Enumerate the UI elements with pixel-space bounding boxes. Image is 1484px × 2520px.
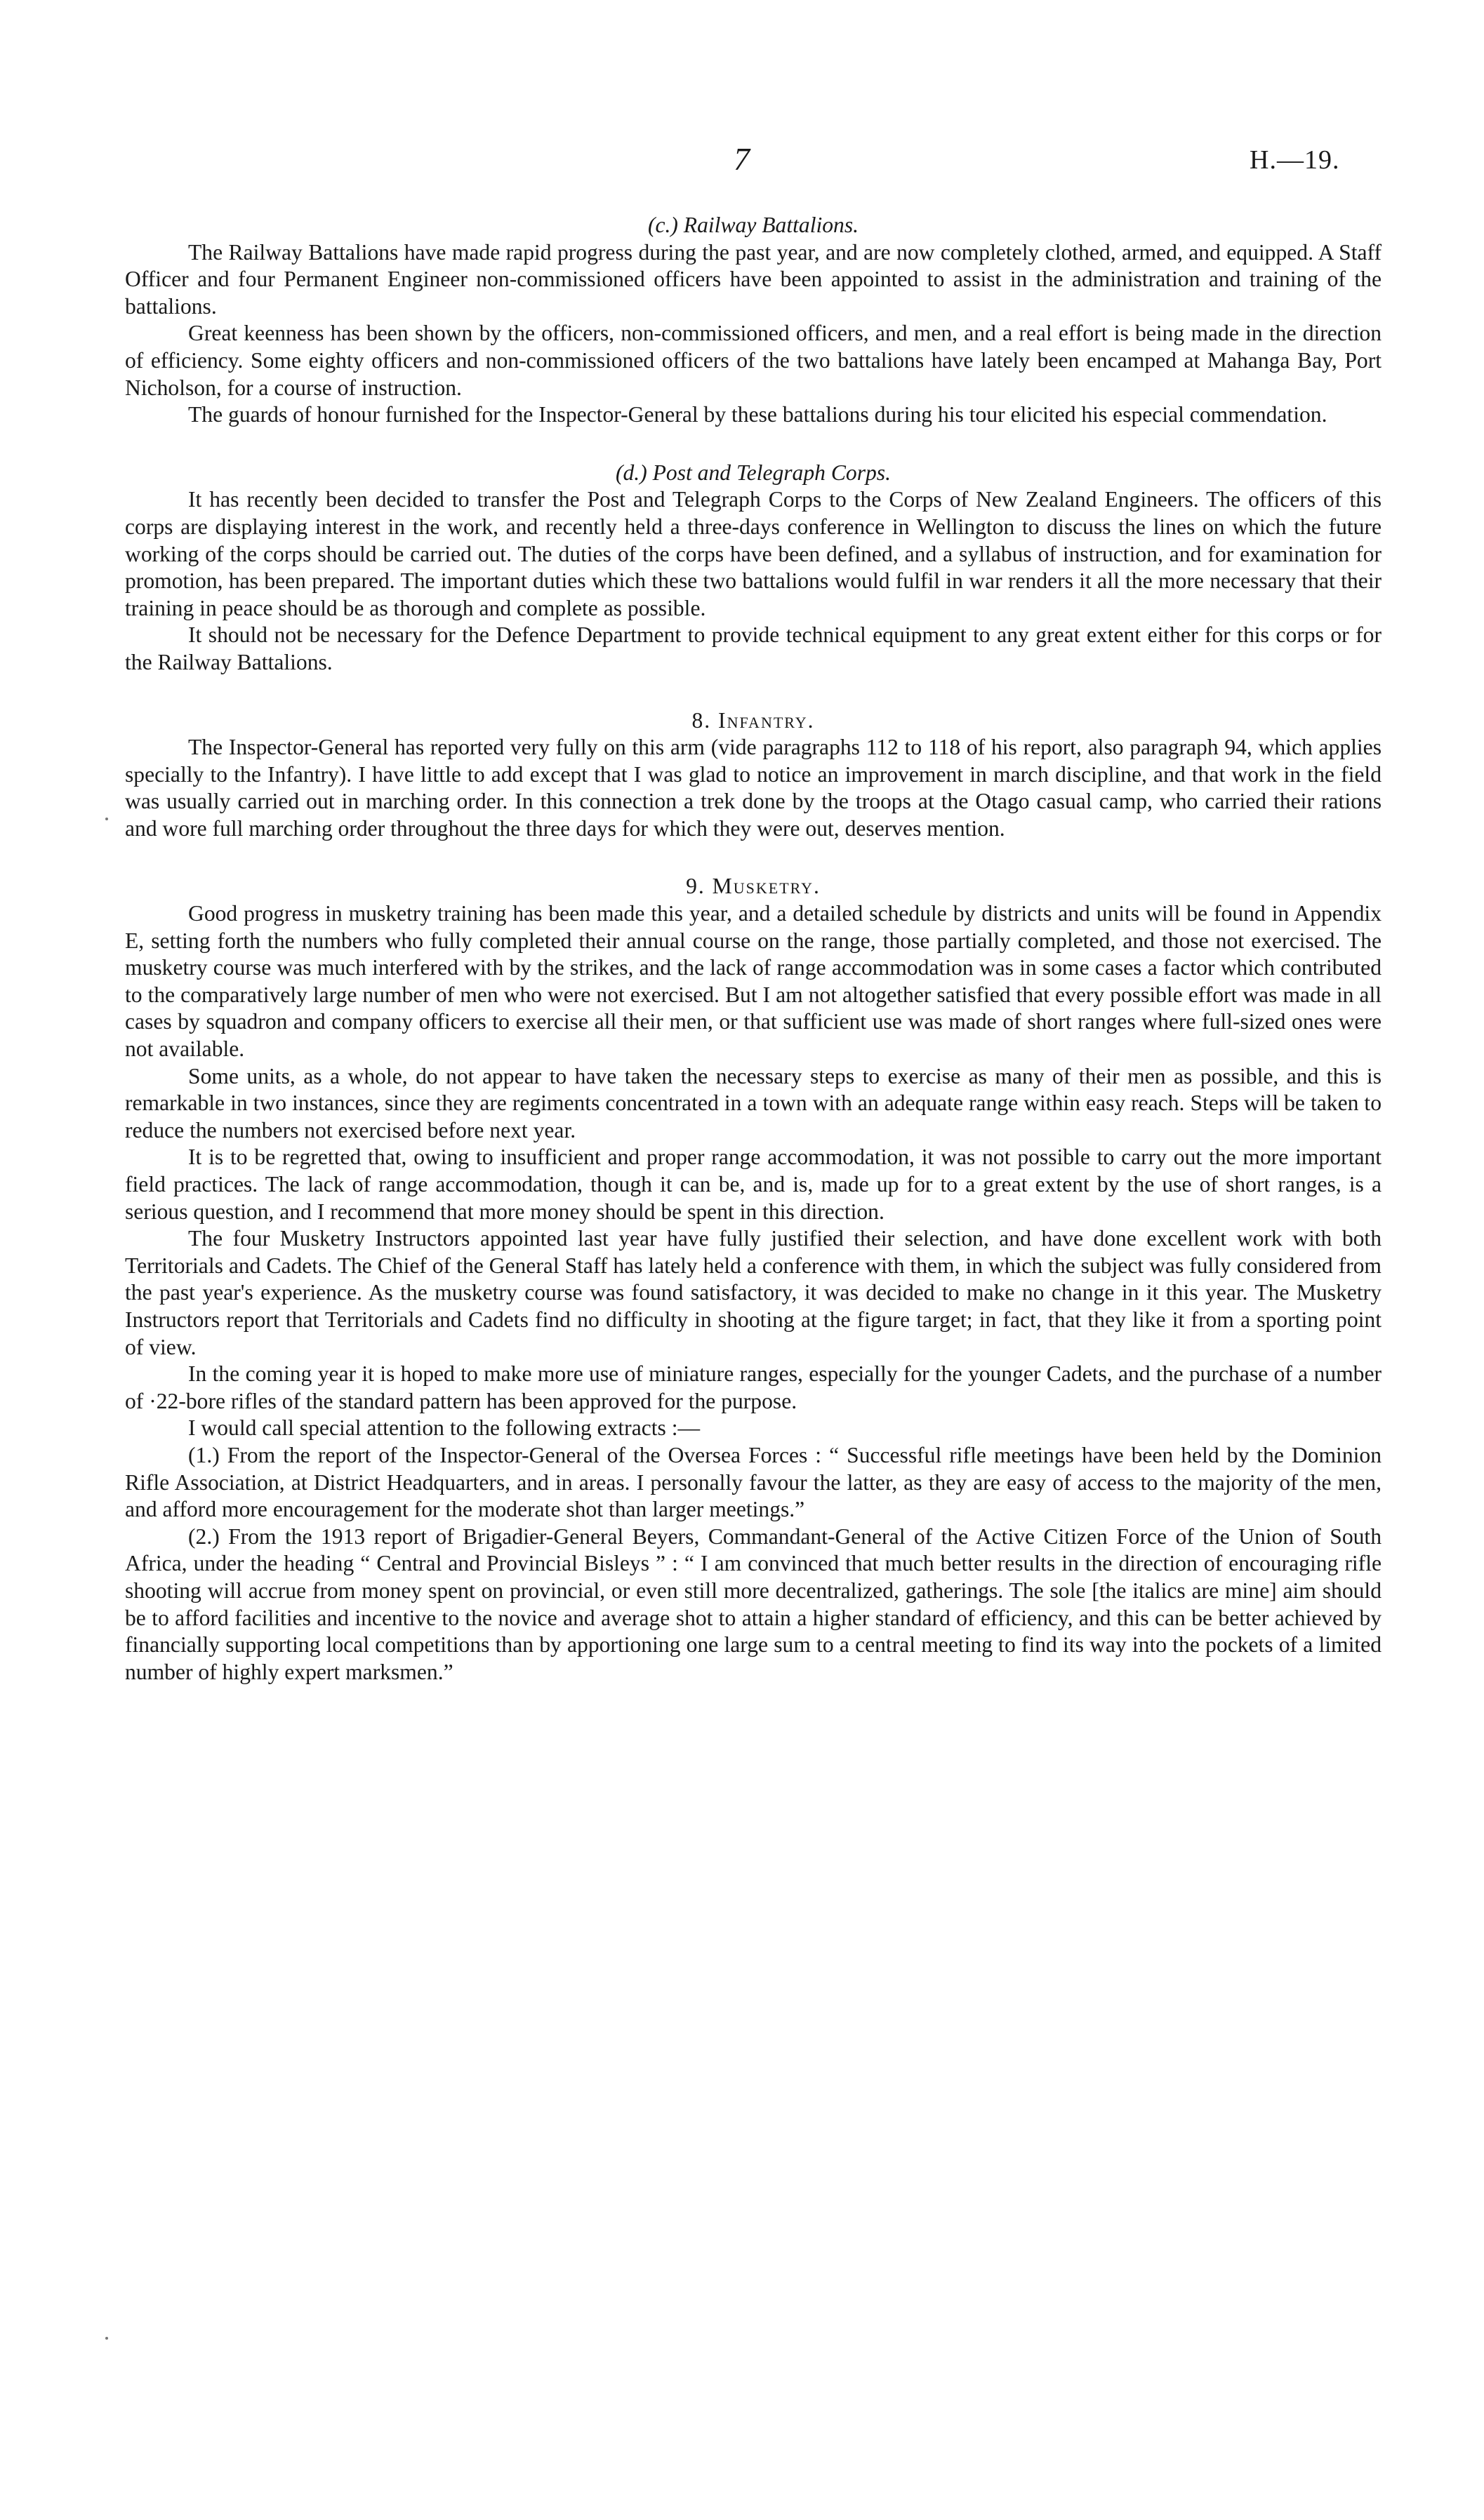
scan-speck — [105, 2337, 108, 2340]
quoted-extract: (1.) From the report of the Inspector-General of the Oversea Forces : “ Successful rifle meetings have been held by the Dominion Rifle Association, at District Headquarters, and in areas. I personally favour the latter, as they are easy of access to the majority of the men, and afford more encouragement for the moderate shot than larger meetings.” — [125, 1442, 1382, 1522]
section-title: (c.) Railway Battalions. — [647, 213, 859, 237]
body-text — [125, 212, 1382, 1686]
section-title: 9. Musketry. — [686, 874, 821, 899]
section-railway-battalions — [125, 212, 1382, 429]
paragraph: It is to be regretted that, owing to insufficient and proper range accommodation, it was not possible to carry out the more important field practices. The lack of range accommodation, though it can be, and is, made up for to a great extent by the use of short ranges, is a serious question, and I recommend that more money should be spent in this direction. — [125, 1145, 1382, 1224]
document-reference: H.—19. — [1250, 145, 1340, 175]
section-musketry — [125, 873, 1382, 1686]
paragraph: In the coming year it is hoped to make more use of miniature ranges, especially for the younger Cadets, and the purchase of a number of ·22-bore rifles of the standard pattern has been approved for the purpose. — [125, 1361, 1382, 1413]
page-number: 7 — [734, 141, 750, 177]
scan-speck — [105, 818, 108, 820]
paragraph: The four Musketry Instructors appointed last year have fully justified their selection, and have done excellent work with both Territorials and Cadets. The Chief of the General Staff has lately held a conference with them, in which the subject was fully considered from the past year's experience. As the musketry course was found satisfactory, it was decided to make no change in it this year. The Musketry Instructors report that Territorials and Cadets find no difficulty in shooting at the figure target; in fact, that they like it from a sporting point of view. — [125, 1226, 1382, 1359]
paragraph: I would call special attention to the following extracts :— — [188, 1415, 701, 1441]
paragraph: Good progress in musketry training has been made this year, and a detailed schedule by districts and units will be found in Appendix E, setting forth the numbers who fully completed their annual course on the range, those partially completed, and those not exercised. The musketry course was much interfered with by the strikes, and the lack of range accommodation was in some cases a factor which contributed to the comparatively large number of men who were not exercised. But I am not altogether satisfied that every possible effort was made in all cases by squadron and company officers to exercise all their men, or that sufficient use was made of short ranges where full-sized ones were not available. — [125, 901, 1382, 1062]
section-title: 8. Infantry. — [691, 707, 815, 733]
paragraph: It has recently been decided to transfer the Post and Telegraph Corps to the Corps of New Zealand Engineers. The officers of this corps are displaying interest in the work, and recently held a three-days conference in Wellington to discuss the lines on which the future working of the corps should be carried out. The duties of the corps have been defined, and a syllabus of instruction, and for examination for promotion, has been prepared. The important duties which these two battalions would fulfil in war renders it all the more necessary that their training in peace should be as thorough and complete as possible. — [125, 487, 1382, 620]
paragraph: Great keenness has been shown by the officers, non-commissioned officers, and men, and a real effort is being made in the direction of efficiency. Some eighty officers and non-commissioned officers of the two battalions have lately been encamped at Mahanga Bay, Port Nicholson, for a course of instruction. — [125, 321, 1382, 400]
section-infantry — [125, 707, 1382, 843]
paragraph: The Railway Battalions have made rapid progress during the past year, and are now completely clothed, armed, and equipped. A Staff Officer and four Permanent Engineer non-commissioned officers have been appointed to assist in the administration and training of the battalions. — [125, 239, 1382, 319]
paragraph: The Inspector-General has reported very fully on this arm (vide paragraphs 112 to 118 of his report, also paragraph 94, which applies specially to the Infantry). I have little to add except that I was glad to notice an improvement in march discipline, and that work in the field was usually carried out in marching order. In this connection a trek done by the troops at the Otago casual camp, who carried their rations and wore full marching order throughout the three days for which they were out, deserves mention. — [125, 735, 1382, 841]
section-post-telegraph-corps — [125, 460, 1382, 676]
paragraph: It should not be necessary for the Defence Department to provide technical equipment to any great extent either for this corps or for the Railway Battalions. — [125, 622, 1382, 674]
quoted-extract: (2.) From the 1913 report of Brigadier-General Beyers, Commandant-General of the Active Citizen Force of the Union of South Africa, under the heading “ Central and Provincial Bisleys ” : “ I am convinced that much better results in the direction of encouraging rifle shooting will accrue from money spent on provincial, or even still more decentralized, gatherings. The sole [the italics are mine] aim should be to afford facilities and incentive to the novice and average shot to attain a higher standard of efficiency, and this can be better achieved by financially supporting local competitions than by apportioning one large sum to a central meeting to find its way into the pockets of a limited number of highly expert marksmen.” — [125, 1524, 1382, 1684]
paragraph: Some units, as a whole, do not appear to have taken the necessary steps to exercise as many of their men as possible, and this is remarkable in two instances, since they are regiments concentrated in a town with an adequate range within easy reach. Steps will be taken to reduce the numbers not exercised before next year. — [125, 1063, 1382, 1142]
paragraph: The guards of honour furnished for the Inspector-General by these battalions during his tour elicited his especial commendation. — [188, 402, 1327, 427]
section-title: (d.) Post and Telegraph Corps. — [615, 460, 892, 485]
